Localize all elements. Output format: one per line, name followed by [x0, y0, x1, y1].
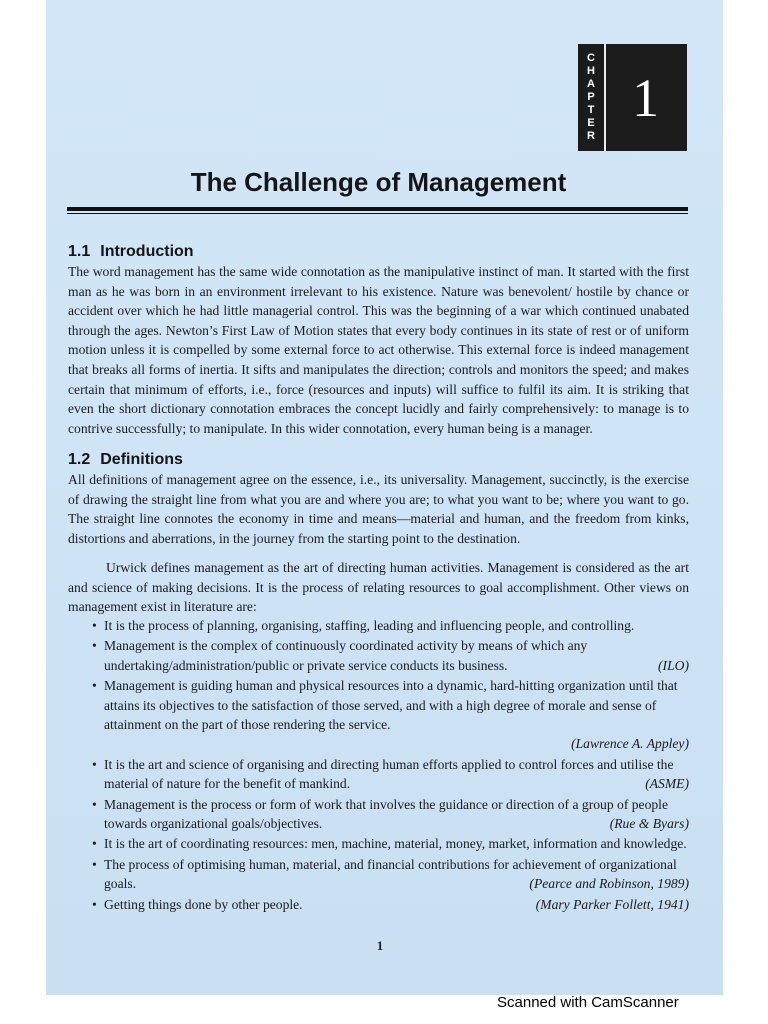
chapter-letter: E: [587, 117, 595, 129]
definition-text: Management is the process or form of work that involves the guidance or direction of a group of people towards organizational goals/objectives.: [104, 796, 668, 832]
chapter-letter: A: [587, 78, 595, 90]
list-item: [92, 755, 689, 794]
list-item: [92, 895, 689, 914]
section-heading-definitions: [68, 451, 183, 469]
chapter-label: [578, 44, 606, 151]
definition-text: Getting things done by other people.: [104, 896, 303, 912]
list-item: [92, 855, 689, 894]
definition-text: The process of optimising human, material, and financial contributions for achievement of organizational goals.: [104, 856, 677, 892]
title-rule-thin: [67, 213, 688, 214]
definitions-paragraph-urwick: Urwick defines management as the art of directing human activities. Management is considered as the art and science of making decisions. It is the process of relating resources to goal accomplishment. Other views on management exist in literature are:: [68, 560, 689, 615]
list-item: [92, 616, 689, 635]
definition-text: Management is the complex of continuously coordinated activity by means of which any undertaking/administration/public or private service conducts its business.: [104, 638, 588, 673]
chapter-letter: H: [587, 65, 595, 77]
definition-source: (Mary Parker Follett, 1941): [535, 896, 689, 912]
page-number: 1: [376, 938, 384, 953]
section-number: 1.1: [68, 243, 91, 260]
introduction-paragraph: The word management has the same wide connotation as the manipulative instinct of man. It started with the first man as he was born in an environment irrelevant to his existence. Nature was benevolent/ hostile by chance or accident over which he had little managerial control. This was the beginning of a war which continued unabated through the ages. Newton’s First Law of Motion states that every body continues in its state of rest or of uniform motion unless it is compelled by some external force to act otherwise. This external force is indeed management that breaks all forms of inertia. It sifts and manipulates the direction; controls and monitors the speed; and makes certain that minimum of efforts, i.e., force (resources and inputs) will suffice to fulfil its aim. It is striking that even the short dictionary connotation embraces the concept lucidly and fairly comprehensively: to manage is to contrive successfully; to manipulate. In this wider connotation, every human being is a manager.: [68, 264, 689, 436]
chapter-letter: R: [587, 130, 595, 142]
definition-text: It is the art of coordinating resources: men, machine, material, money, market, information and knowledge.: [104, 836, 687, 852]
chapter-letter: P: [587, 91, 595, 103]
definition-source: (Lawrence A. Appley): [571, 736, 689, 752]
definition-text: It is the art and science of organising and directing human efforts applied to control forces and utilise the material of nature for the benefit of mankind.: [104, 756, 674, 792]
list-item: [92, 834, 689, 853]
chapter-badge: [578, 44, 687, 151]
section-title: Definitions: [100, 451, 183, 468]
definition-text: Management is guiding human and physical resources into a dynamic, hard-hitting organization until that attains its objectives to the satisfaction of those served, and with a high degree of morale and sense of attainment on the part of those rendering the service.: [104, 678, 678, 733]
definition-source: (ASME): [645, 776, 689, 792]
definition-text: It is the process of planning, organising, staffing, leading and influencing people, and controlling.: [104, 618, 635, 633]
definitions-list: [92, 616, 689, 915]
chapter-letter: T: [587, 104, 595, 116]
list-item: [92, 795, 689, 834]
section-title: Introduction: [100, 243, 194, 260]
title-rule: [67, 207, 688, 211]
scanner-watermark: Scanned with CamScanner: [497, 994, 679, 1011]
list-item: [92, 636, 689, 675]
chapter-letter: C: [587, 52, 595, 64]
definition-source: (Pearce and Robinson, 1989): [529, 876, 689, 892]
definition-source: (Rue & Byars): [609, 816, 689, 832]
list-item: [92, 676, 689, 754]
section-heading-introduction: [68, 243, 194, 261]
chapter-number: 1: [632, 67, 659, 128]
definition-source: (ILO): [658, 657, 689, 673]
section-number: 1.2: [68, 451, 91, 468]
page-title: The Challenge of Management: [190, 167, 567, 197]
definitions-paragraph: All definitions of management agree on the essence, i.e., its universality. Management, succinctly, is the exercise of drawing the straight line from what you are and where you are; to what you want to be; where you want to go. The straight line connotes the economy in time and means—material and human, and the freedom from kinks, distortions and aberrations, in the journey from the starting point to the destination.: [68, 472, 689, 546]
